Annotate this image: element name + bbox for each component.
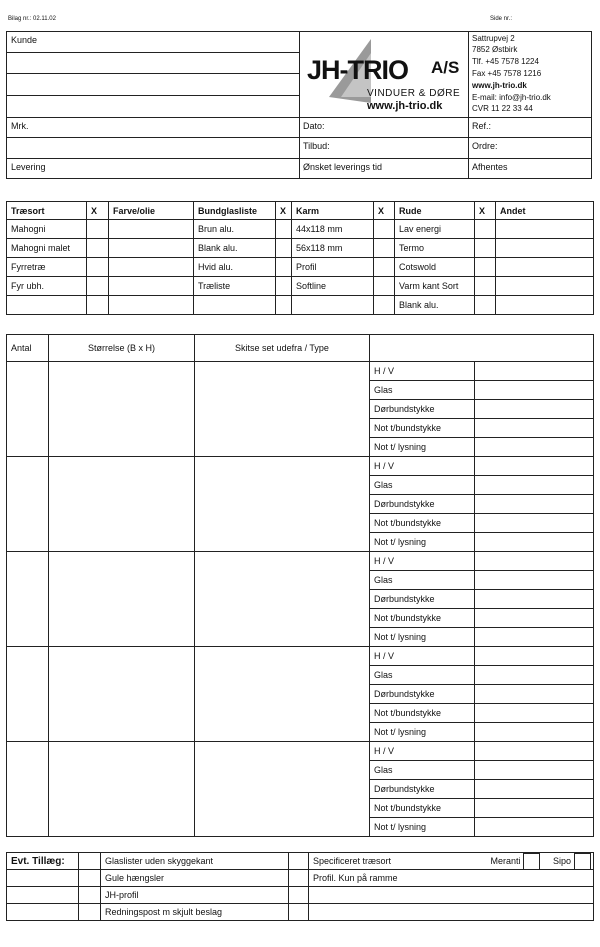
- item-sub-label: Not t/ lysning: [370, 818, 475, 837]
- cell-x2[interactable]: [276, 277, 292, 296]
- item-sub-label: Dørbundstykke: [370, 685, 475, 704]
- cell-traesort: Mahogni malet: [7, 239, 87, 258]
- cell-traesort: Fyrretræ: [7, 258, 87, 277]
- header-type-details: [370, 335, 594, 362]
- item-sub-label: Glas: [370, 761, 475, 780]
- item-sub-value[interactable]: [475, 381, 594, 400]
- cell-karm: Softline: [292, 277, 374, 296]
- item-sub-label: Dørbundstykke: [370, 495, 475, 514]
- item-sub-value[interactable]: [475, 780, 594, 799]
- header-x2: X: [276, 202, 292, 220]
- cell-bundglasliste: Blank alu.: [194, 239, 276, 258]
- tillaeg-check-right[interactable]: [289, 870, 309, 887]
- header-line-5: [6, 137, 592, 138]
- mrk-label: Mrk.: [11, 121, 29, 131]
- cell-rude: Varm kant Sort: [395, 277, 475, 296]
- cell-x4[interactable]: [475, 258, 496, 277]
- item-sub-value[interactable]: [475, 514, 594, 533]
- item-subrow: [7, 552, 594, 571]
- cell-andet[interactable]: [496, 296, 594, 315]
- tillaeg-check-right[interactable]: [289, 853, 309, 870]
- tillaeg-left-item: Glaslister uden skyggekant: [101, 853, 289, 870]
- item-size-cell[interactable]: [49, 552, 195, 647]
- item-sub-value[interactable]: [475, 704, 594, 723]
- cell-traesort: Mahogni: [7, 220, 87, 239]
- item-sub-value[interactable]: [475, 647, 594, 666]
- cell-x1[interactable]: [87, 239, 109, 258]
- item-size-cell[interactable]: [49, 742, 195, 837]
- item-sub-label: Not t/bundstykke: [370, 704, 475, 723]
- cell-traesort[interactable]: [7, 296, 87, 315]
- cell-farveolie[interactable]: [109, 220, 194, 239]
- item-sub-value[interactable]: [475, 742, 594, 761]
- tillaeg-check-left[interactable]: [79, 887, 101, 904]
- header-andet: Andet: [496, 202, 594, 220]
- item-sub-value[interactable]: [475, 476, 594, 495]
- item-subrow: [7, 457, 594, 476]
- levering-label: Levering: [11, 162, 46, 172]
- item-sub-value[interactable]: [475, 419, 594, 438]
- logo-brand: JH-TRIO: [307, 55, 408, 85]
- header-divider-2: [468, 31, 469, 179]
- tillaeg-empty: [7, 887, 79, 904]
- item-subrow: [7, 742, 594, 761]
- materials-header-row: [7, 202, 594, 220]
- item-sub-label: Not t/bundstykke: [370, 514, 475, 533]
- company-tlf: Tlf. +45 7578 1224: [472, 57, 539, 66]
- item-sub-label: Not t/bundstykke: [370, 799, 475, 818]
- tillaeg-check-right[interactable]: [289, 904, 309, 921]
- cell-farveolie[interactable]: [109, 239, 194, 258]
- sipo-label: Sipo: [552, 855, 571, 866]
- header-line-4: [6, 117, 592, 118]
- item-size-cell[interactable]: [49, 457, 195, 552]
- item-sketch-cell[interactable]: [195, 457, 370, 552]
- header-antal: Antal: [7, 335, 49, 362]
- ref-label: Ref.:: [472, 121, 492, 131]
- item-subrow: [7, 647, 594, 666]
- kunde-line-1: [6, 52, 299, 53]
- cell-x1[interactable]: [87, 220, 109, 239]
- materials-row: [7, 220, 594, 239]
- header-karm: Karm: [292, 202, 374, 220]
- ordre-label: Ordre:: [472, 141, 498, 151]
- cell-andet[interactable]: [496, 277, 594, 296]
- tillaeg-row: [7, 870, 594, 887]
- cell-traesort: Fyr ubh.: [7, 277, 87, 296]
- item-antal-cell[interactable]: [7, 552, 49, 647]
- cell-x3[interactable]: [374, 258, 395, 277]
- items-table: [6, 334, 594, 837]
- item-sub-value[interactable]: [475, 571, 594, 590]
- cell-x2[interactable]: [276, 296, 292, 315]
- cell-rude: Termo: [395, 239, 475, 258]
- tillaeg-table: [6, 852, 594, 921]
- item-antal-cell[interactable]: [7, 362, 49, 457]
- cell-andet[interactable]: [496, 220, 594, 239]
- tillaeg-empty: [7, 904, 79, 921]
- cell-x1[interactable]: [87, 277, 109, 296]
- cell-x2[interactable]: [276, 239, 292, 258]
- item-sub-value[interactable]: [475, 761, 594, 780]
- company-logo: [301, 33, 467, 116]
- cell-x3[interactable]: [374, 277, 395, 296]
- item-sketch-cell[interactable]: [195, 552, 370, 647]
- item-sketch-cell[interactable]: [195, 647, 370, 742]
- cell-andet[interactable]: [496, 258, 594, 277]
- tillaeg-right-cell: [309, 853, 594, 870]
- item-size-cell[interactable]: [49, 647, 195, 742]
- cell-karm[interactable]: [292, 296, 374, 315]
- meranti-label: Meranti: [490, 855, 521, 866]
- item-sub-value[interactable]: [475, 628, 594, 647]
- item-sub-value[interactable]: [475, 533, 594, 552]
- cell-rude: Blank alu.: [395, 296, 475, 315]
- materials-row: [7, 277, 594, 296]
- cell-x4[interactable]: [475, 296, 496, 315]
- item-sub-label: Not t/ lysning: [370, 628, 475, 647]
- item-sketch-cell[interactable]: [195, 742, 370, 837]
- item-antal-cell[interactable]: [7, 742, 49, 837]
- header-x4: X: [475, 202, 496, 220]
- cell-bundglasliste: Brun alu.: [194, 220, 276, 239]
- sipo-checkbox[interactable]: [574, 853, 591, 870]
- cell-karm: 56x118 mm: [292, 239, 374, 258]
- tillaeg-right-item: Profil. Kun på ramme: [309, 870, 594, 887]
- company-fax: Fax +45 7578 1216: [472, 69, 542, 78]
- company-address1: Sattrupvej 2: [472, 34, 515, 43]
- item-sub-label: Glas: [370, 666, 475, 685]
- cell-bundglasliste[interactable]: [194, 296, 276, 315]
- header-line-6: [6, 158, 592, 159]
- header-divider-1: [299, 31, 300, 179]
- item-sub-value[interactable]: [475, 457, 594, 476]
- header-x1: X: [87, 202, 109, 220]
- item-sub-label: H / V: [370, 647, 475, 666]
- cell-karm: Profil: [292, 258, 374, 277]
- logo-tagline: VINDUER & DØRE: [367, 88, 461, 99]
- tillaeg-check-left[interactable]: [79, 870, 101, 887]
- tillaeg-left-item: Gule hængsler: [101, 870, 289, 887]
- tillaeg-row: [7, 887, 594, 904]
- cell-x3[interactable]: [374, 239, 395, 258]
- kunde-label: Kunde: [11, 35, 38, 45]
- materials-row: [7, 296, 594, 315]
- item-sub-value[interactable]: [475, 799, 594, 818]
- tillaeg-right-item[interactable]: [309, 904, 594, 921]
- item-sub-value[interactable]: [475, 818, 594, 837]
- item-sub-value[interactable]: [475, 362, 594, 381]
- cell-x1[interactable]: [87, 296, 109, 315]
- item-sub-value[interactable]: [475, 609, 594, 628]
- header-stoerrelse: Størrelse (B x H): [49, 335, 195, 362]
- company-address2: 7852 Østbirk: [472, 45, 518, 54]
- item-subrow: [7, 362, 594, 381]
- header-traesort: Træsort: [7, 202, 87, 220]
- tillaeg-row: [7, 904, 594, 921]
- cell-x2[interactable]: [276, 258, 292, 277]
- cell-karm: 44x118 mm: [292, 220, 374, 239]
- item-sub-label: Glas: [370, 571, 475, 590]
- item-sub-label: Dørbundstykke: [370, 590, 475, 609]
- header-bundglasliste: Bundglasliste: [194, 202, 276, 220]
- cell-rude: Lav energi: [395, 220, 475, 239]
- bilag-number: Bilag nr.: 02.11.02: [8, 16, 56, 22]
- item-sketch-cell[interactable]: [195, 362, 370, 457]
- tilbud-label: Tilbud:: [303, 141, 330, 151]
- tillaeg-right-item: Specificeret træsort: [313, 856, 392, 866]
- item-sub-label: Dørbundstykke: [370, 780, 475, 799]
- item-antal-cell[interactable]: [7, 457, 49, 552]
- item-sub-label: H / V: [370, 742, 475, 761]
- item-antal-cell[interactable]: [7, 647, 49, 742]
- cell-x3[interactable]: [374, 220, 395, 239]
- item-sub-label: Not t/bundstykke: [370, 419, 475, 438]
- afhentes-label: Afhentes: [472, 162, 508, 172]
- item-sub-label: Not t/ lysning: [370, 438, 475, 457]
- materials-row: [7, 258, 594, 277]
- tillaeg-left-item: JH-profil: [101, 887, 289, 904]
- tillaeg-check-right[interactable]: [289, 887, 309, 904]
- tillaeg-row: [7, 853, 594, 870]
- item-sub-value[interactable]: [475, 723, 594, 742]
- materials-row: [7, 239, 594, 258]
- logo-suffix: A/S: [431, 58, 460, 77]
- wood-options: [490, 853, 591, 870]
- company-email: E-mail: info@jh-trio.dk: [472, 93, 551, 102]
- tillaeg-check-left[interactable]: [79, 904, 101, 921]
- cell-x4[interactable]: [475, 239, 496, 258]
- item-sub-value[interactable]: [475, 552, 594, 571]
- item-sub-label: Glas: [370, 381, 475, 400]
- item-sub-label: Not t/ lysning: [370, 533, 475, 552]
- meranti-checkbox[interactable]: [523, 853, 540, 870]
- header-farveolie: Farve/olie: [109, 202, 194, 220]
- header-x3: X: [374, 202, 395, 220]
- tillaeg-right-item[interactable]: [309, 887, 594, 904]
- cell-x3[interactable]: [374, 296, 395, 315]
- cell-x4[interactable]: [475, 220, 496, 239]
- item-sub-value[interactable]: [475, 438, 594, 457]
- cell-farveolie[interactable]: [109, 277, 194, 296]
- company-web: www.jh-trio.dk: [472, 81, 527, 90]
- tillaeg-left-item: Redningspost m skjult beslag: [101, 904, 289, 921]
- cell-rude: Cotswold: [395, 258, 475, 277]
- cell-bundglasliste: Træliste: [194, 277, 276, 296]
- items-header-row: [7, 335, 594, 362]
- cell-andet[interactable]: [496, 239, 594, 258]
- cell-bundglasliste: Hvid alu.: [194, 258, 276, 277]
- item-sub-label: H / V: [370, 457, 475, 476]
- item-sub-value[interactable]: [475, 685, 594, 704]
- item-sub-value[interactable]: [475, 590, 594, 609]
- tillaeg-check-left[interactable]: [79, 853, 101, 870]
- item-size-cell[interactable]: [49, 362, 195, 457]
- materials-table: [6, 201, 594, 315]
- item-sub-label: H / V: [370, 552, 475, 571]
- header-skitse: Skitse set udefra / Type: [195, 335, 370, 362]
- kunde-line-3: [6, 95, 299, 96]
- item-sub-value[interactable]: [475, 666, 594, 685]
- cell-x2[interactable]: [276, 220, 292, 239]
- page-number-label: Side nr.:: [490, 16, 513, 22]
- dato-label: Dato:: [303, 121, 325, 131]
- cell-x4[interactable]: [475, 277, 496, 296]
- cell-x1[interactable]: [87, 258, 109, 277]
- item-sub-label: Dørbundstykke: [370, 400, 475, 419]
- kunde-line-2: [6, 73, 299, 74]
- logo-url: www.jh-trio.dk: [367, 100, 443, 112]
- company-cvr: CVR 11 22 33 44: [472, 104, 533, 113]
- item-sub-label: H / V: [370, 362, 475, 381]
- header-rude: Rude: [395, 202, 475, 220]
- item-sub-value[interactable]: [475, 495, 594, 514]
- tillaeg-label: Evt. Tillæg:: [7, 853, 79, 870]
- item-sub-label: Not t/bundstykke: [370, 609, 475, 628]
- item-sub-label: Glas: [370, 476, 475, 495]
- cell-farveolie[interactable]: [109, 258, 194, 277]
- tillaeg-empty: [7, 870, 79, 887]
- leveringstid-label: Ønsket leverings tid: [303, 162, 383, 172]
- item-sub-label: Not t/ lysning: [370, 723, 475, 742]
- cell-farveolie[interactable]: [109, 296, 194, 315]
- item-sub-value[interactable]: [475, 400, 594, 419]
